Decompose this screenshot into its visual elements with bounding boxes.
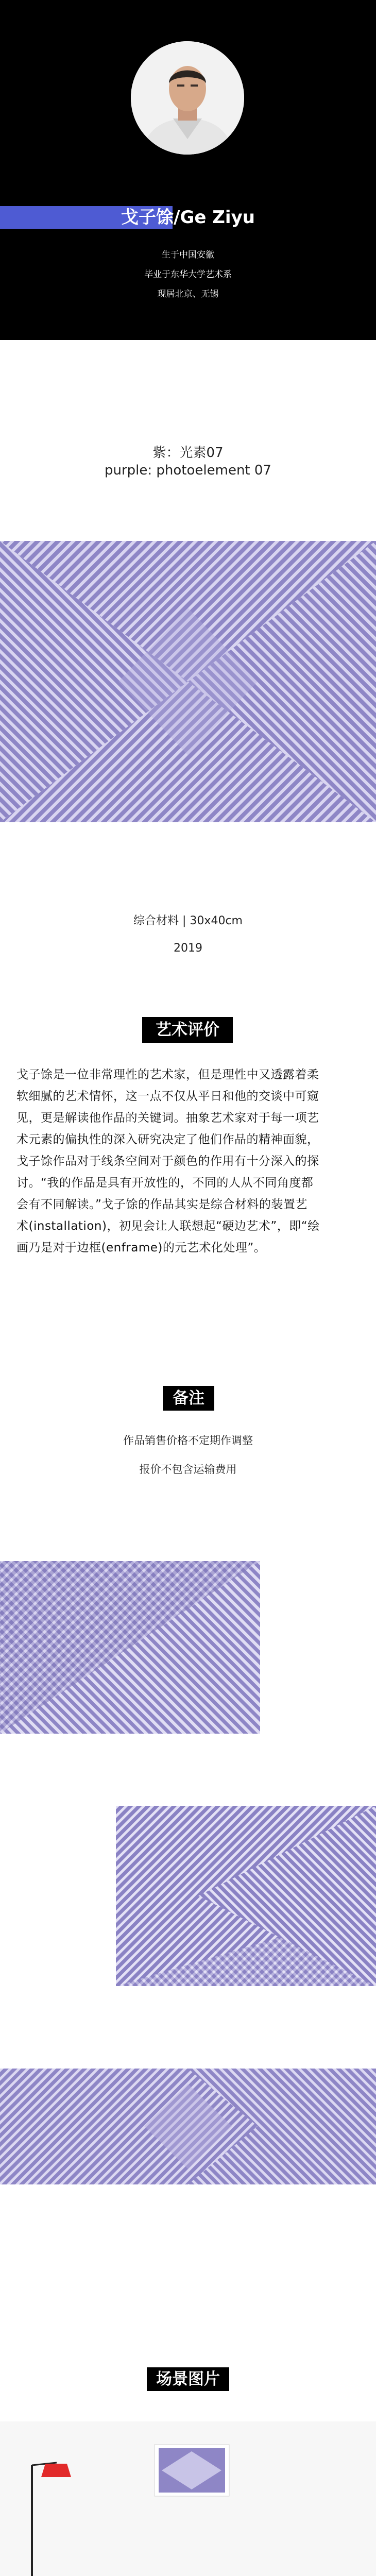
review-line: 讨。“我的作品是具有开放性的，不同的人从不同角度都 [16,1176,314,1190]
artwork-title-cn: 紫：光素07 [152,445,224,461]
review-line: 软细腻的艺术情怀，这一点不仅从平日和他的交谈中可窥 [16,1090,319,1103]
artist-avatar [131,41,244,155]
artwork-title-en: purple: photoelement 07 [105,463,271,478]
scene-image [0,2421,376,2576]
bio-line-residence: 现居北京、无锡 [157,289,219,299]
review-line: 戈子馀是一位非常理性的艺术家，但是理性中又透露着柔 [16,1068,319,1081]
review-line: 见，更是解读他作品的关键词。抽象艺术家对于每一项艺 [16,1111,319,1125]
review-heading: 艺术评价 [142,1017,233,1043]
review-line: 会有不同解读。”戈子馀的作品其实是综合材料的装置艺 [16,1198,307,1211]
artist-name: 戈子馀/Ge Ziyu [121,207,255,228]
review-line: 戈子馀作品对于线条空间对于颜色的作用有十分深入的探 [16,1155,319,1168]
artwork-detail-image-1 [0,1561,260,1734]
bio-line-birthplace: 生于中国安徽 [162,250,214,260]
note-shipping-excluded: 报价不包含运输费用 [139,1463,237,1476]
review-line: 画乃是对于边框(enframe)的元艺术化处理”。 [16,1241,266,1255]
artwork-detail-image-3 [0,2069,376,2184]
notes-heading: 备注 [163,1386,214,1411]
review-line: 术元素的偏执性的深入研究决定了他们作品的精神面貌， [16,1133,319,1146]
review-line: 术(installation)，初见会让人联想起“硬边艺术”，即“绘 [16,1219,320,1233]
bio-line-education: 毕业于东华大学艺术系 [144,269,232,280]
review-paragraph [16,1064,362,1259]
note-price-adjust: 作品销售价格不定期作调整 [123,1434,253,1447]
scene-heading: 场景图片 [147,2367,229,2391]
artwork-year: 2019 [174,942,202,955]
artwork-main-image [0,541,376,822]
artwork-detail-image-2 [116,1806,376,1986]
artwork-material: 综合材料 | 30x40cm [133,914,243,927]
